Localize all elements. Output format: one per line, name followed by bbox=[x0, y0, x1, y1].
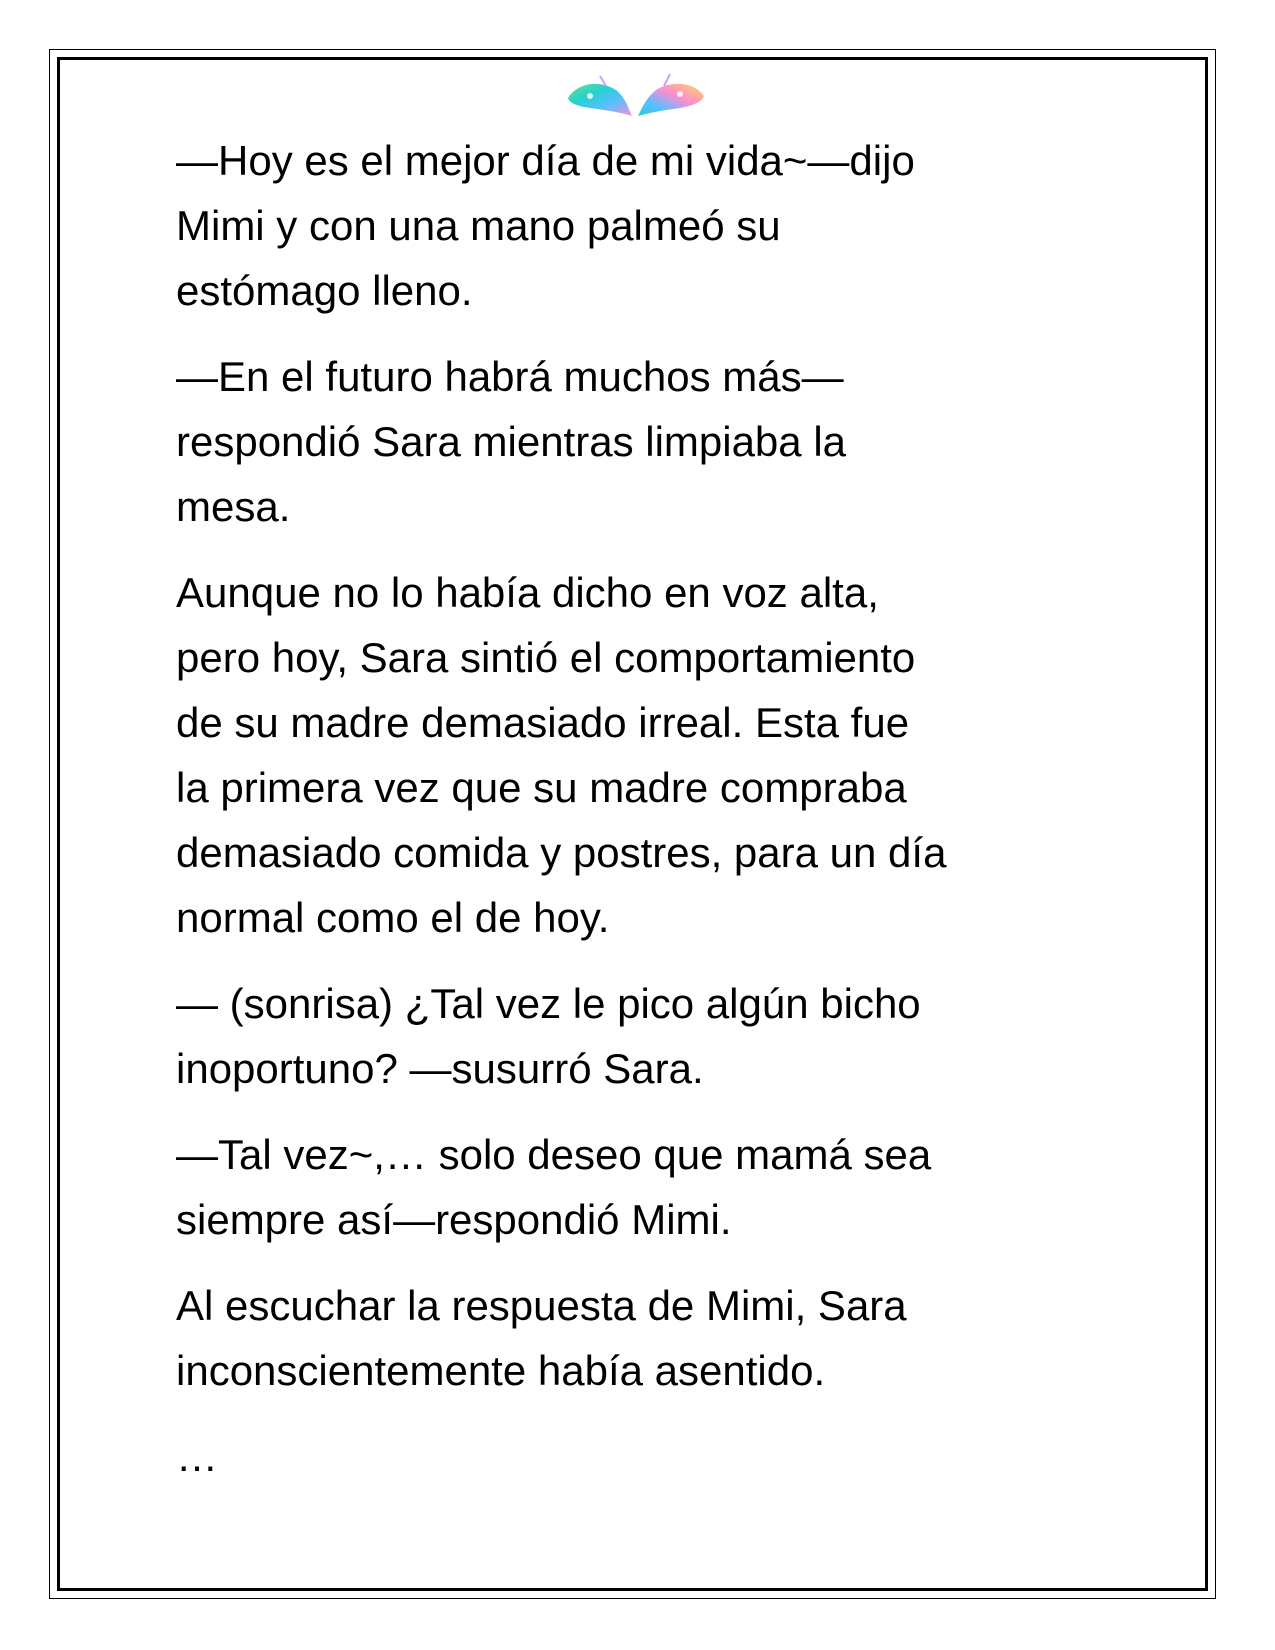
text-line: —En el futuro habrá muchos más— bbox=[176, 353, 844, 400]
text-line: demasiado comida y postres, para un día bbox=[176, 829, 947, 876]
text-line: inoportuno? —susurró Sara. bbox=[176, 1045, 704, 1092]
document-body bbox=[176, 128, 1106, 1489]
text-line: mesa. bbox=[176, 483, 291, 530]
text-line: normal como el de hoy. bbox=[176, 894, 610, 941]
text-line: respondió Sara mientras limpiaba la bbox=[176, 418, 847, 465]
text-line: Al escuchar la respuesta de Mimi, Sara bbox=[176, 1282, 907, 1329]
text-line: — (sonrisa) ¿Tal vez le pico algún bicho bbox=[176, 980, 921, 1027]
text-line: —Hoy es el mejor día de mi vida~—dijo bbox=[176, 137, 915, 184]
paragraph-1 bbox=[176, 128, 1106, 323]
text-line: de su madre demasiado irreal. Esta fue bbox=[176, 699, 910, 746]
text-line: pero hoy, Sara sintió el comportamiento bbox=[176, 634, 916, 681]
text-line: Aunque no lo había dicho en voz alta, bbox=[176, 569, 879, 616]
section-ending-ellipsis: … bbox=[176, 1433, 218, 1480]
text-line: inconscientemente había asentido. bbox=[176, 1347, 826, 1394]
text-line: estómago lleno. bbox=[176, 267, 473, 314]
text-line: siempre así—respondió Mimi. bbox=[176, 1196, 732, 1243]
rainbow-heart-ornament-icon bbox=[560, 68, 712, 128]
paragraph-2 bbox=[176, 344, 1106, 539]
text-line: la primera vez que su madre compraba bbox=[176, 764, 907, 811]
paragraph-4 bbox=[176, 971, 1106, 1101]
paragraph-6 bbox=[176, 1273, 1106, 1403]
paragraph-3 bbox=[176, 560, 1106, 950]
text-line: Mimi y con una mano palmeó su bbox=[176, 202, 781, 249]
paragraph-5 bbox=[176, 1122, 1106, 1252]
text-line: —Tal vez~,… solo deseo que mamá sea bbox=[176, 1131, 932, 1178]
